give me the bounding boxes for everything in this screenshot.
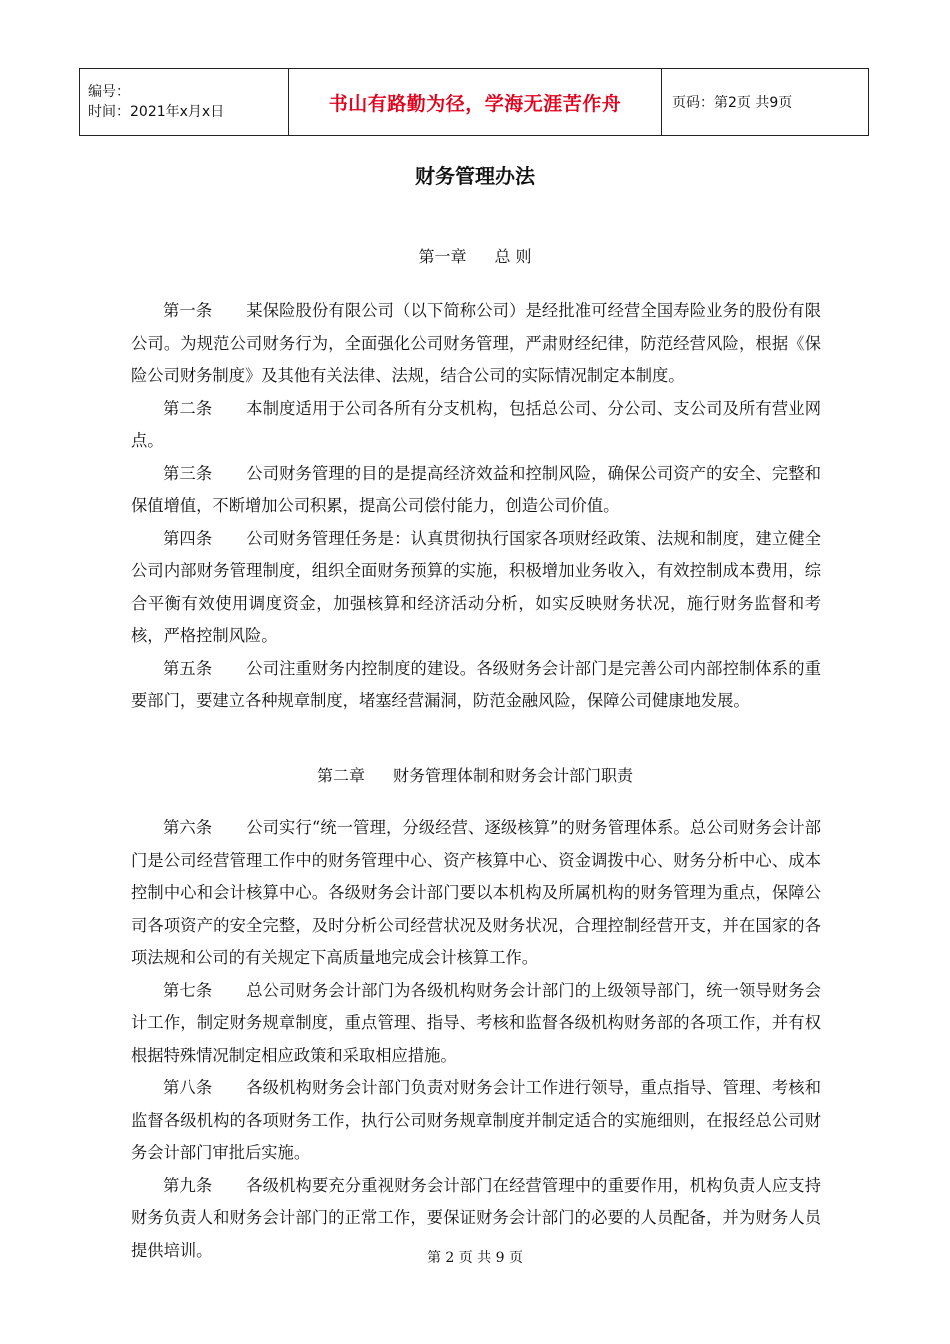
article-number: 第三条 bbox=[163, 463, 213, 483]
article-number: 第四条 bbox=[163, 528, 213, 548]
article-number: 第六条 bbox=[163, 818, 213, 837]
article-text: 各级机构财务会计部门负责对财务会计工作进行领导，重点指导、管理、考核和监督各级机构的各项财务工作，执行公司财务规章制度并制定适合的实施细则，在报经总公司财务会计部门审批后实施。 bbox=[131, 1078, 821, 1162]
article-number: 第九条 bbox=[163, 1175, 213, 1195]
article-text: 公司财务管理的目的是提高经济效益和控制风险，确保公司资产的安全、完整和保值增值，不断增加公司积累，提高公司偿付能力，创造公司价值。 bbox=[131, 463, 821, 515]
article-number: 第七条 bbox=[163, 980, 213, 1000]
article-4 bbox=[131, 523, 821, 653]
article-number: 第五条 bbox=[163, 658, 213, 678]
article-text: 公司财务管理任务是：认真贯彻执行国家各项财经政策、法规和制度，建立健全公司内部财务管理制度，组织全面财务预算的实施，积极增加业务收入，有效控制成本费用，综合平衡有效使用调度资金，加强核算和经济活动分析，如实反映财务状况，施行财务监督和考核，严格控制风险。 bbox=[131, 528, 821, 645]
article-number: 第八条 bbox=[163, 1078, 213, 1097]
header-time-label: 时间：2021年x月x日 bbox=[88, 104, 225, 120]
article-text: 某保险股份有限公司（以下简称公司）是经批准可经营全国寿险业务的股份有限公司。为规范公司财务行为，全面强化公司财务管理，严肃财经纪律，防范经营风险，根据《保险公司财务制度》及其他有关法律、法规，结合公司的实际情况制定本制度。 bbox=[131, 301, 821, 385]
article-1 bbox=[131, 295, 821, 393]
article-number: 第二条 bbox=[163, 398, 213, 418]
header-number-label: 编号： bbox=[88, 84, 130, 100]
article-2 bbox=[131, 393, 821, 458]
article-3 bbox=[131, 458, 821, 523]
article-text: 总公司财务会计部门为各级机构财务会计部门的上级领导部门，统一领导财务会计工作，制定财务规章制度，重点管理、指导、考核和监督各级机构财务部的各项工作，并有权根据特殊情况制定相应政策和采取相应措施。 bbox=[131, 980, 821, 1065]
article-5 bbox=[131, 653, 821, 718]
header-meta-cell bbox=[80, 69, 289, 136]
chapter-1-number: 第一章 bbox=[418, 247, 467, 266]
header-page-label: 页码：第2页 共9页 bbox=[662, 69, 869, 136]
chapter-2-number: 第二章 bbox=[316, 766, 365, 785]
article-text: 各级机构要充分重视财务会计部门在经营管理中的重要作用，机构负责人应支持财务负责人和财务会计部门的正常工作，要保证财务会计部门的必要的人员配备，并为财务人员提供培训。 bbox=[131, 1175, 821, 1260]
article-text: 公司实行“统一管理，分级经营、逐级核算”的财务管理体系。总公司财务会计部门是公司经营管理工作中的财务管理中心、资产核算中心、资金调拨中心、财务分析中心、成本控制中心和会计核算中心。各级财务会计部门要以本机构及所属机构的财务管理为重点，保障公司各项资产的安全完整，及时分析公司经营状况及财务状况，合理控制经营开支，并在国家的各项法规和公司的有关规定下高质量地完成会计核算工作。 bbox=[131, 818, 821, 967]
article-7 bbox=[131, 975, 821, 1073]
page-footer: 第 2 页 共 9 页 bbox=[426, 1250, 524, 1266]
article-6 bbox=[131, 812, 821, 975]
chapter-2-name: 财务管理体制和财务会计部门职责 bbox=[393, 766, 634, 785]
article-number: 第一条 bbox=[163, 301, 213, 320]
article-text: 公司注重财务内控制度的建设。各级财务会计部门是完善公司内部控制体系的重要部门，要建立各种规章制度，堵塞经营漏洞，防范金融风险，保障公司健康地发展。 bbox=[131, 658, 821, 710]
article-8 bbox=[131, 1072, 821, 1170]
page-header-table bbox=[79, 68, 869, 136]
document-title: 财务管理办法 bbox=[415, 164, 535, 188]
header-motto: 书山有路勤为径，学海无涯苦作舟 bbox=[289, 69, 662, 136]
chapter-2-heading bbox=[0, 763, 950, 786]
chapter-1-heading bbox=[0, 244, 950, 267]
chapter-1-body bbox=[131, 295, 821, 718]
chapter-1-name: 总 则 bbox=[494, 247, 532, 266]
article-text: 本制度适用于公司各所有分支机构，包括总公司、分公司、支公司及所有营业网点。 bbox=[131, 398, 821, 450]
chapter-2-body bbox=[131, 812, 821, 1267]
